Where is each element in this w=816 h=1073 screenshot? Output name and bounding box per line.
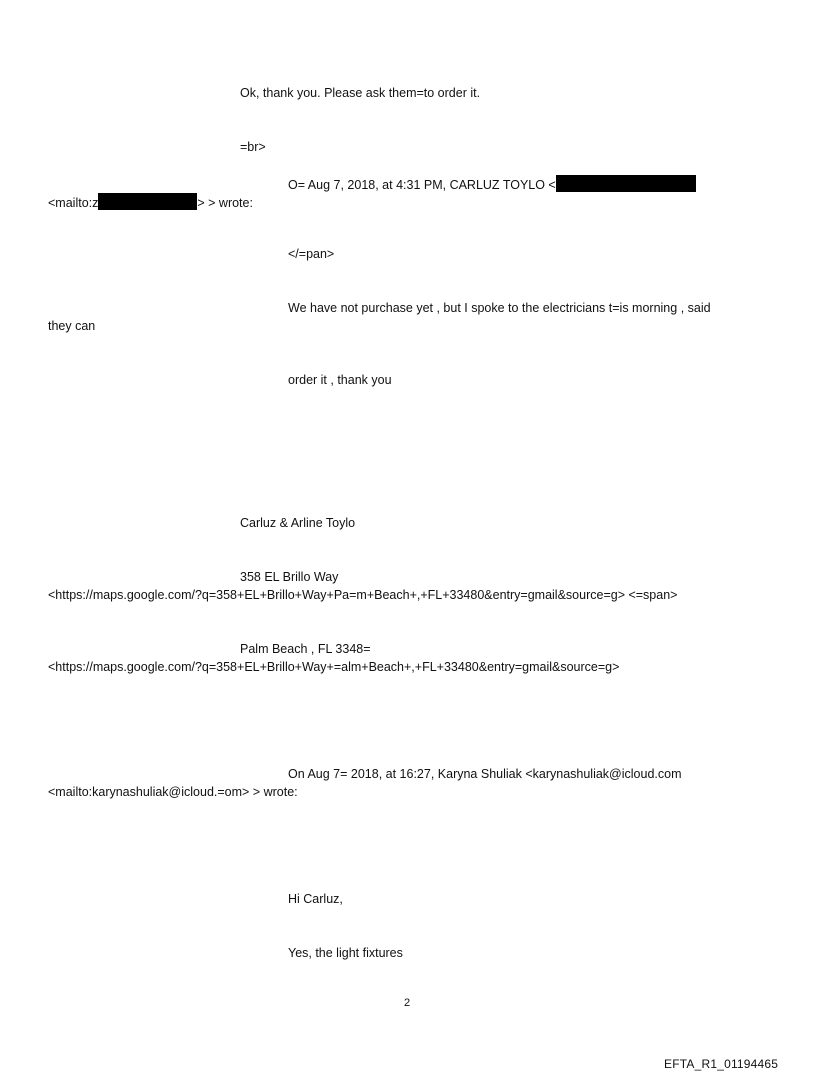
br-tag-text: =br> — [240, 140, 266, 154]
quote-header-mailto — [48, 193, 253, 211]
quote-header-prefix: O= Aug 7, 2018, at 4:31 PM, CARLUZ TOYLO < — [288, 178, 556, 192]
address-city: Palm Beach , FL 3348= — [240, 642, 371, 656]
span-close-tag: </=pan> — [288, 247, 335, 261]
page-number: 2 — [404, 997, 411, 1009]
address-street-link: <https://maps.google.com/?q=358+EL+Brillo+Way+Pa=m+Beach+,+FL+33480&entry=gmail&source=g> <=span> — [48, 588, 678, 602]
second-quote-header-wrap: <mailto:karynashuliak@icloud.=om> > wrote: — [48, 785, 298, 799]
redaction-block — [98, 193, 197, 210]
mailto-prefix: <mailto:z — [48, 196, 99, 210]
second-quote-header: On Aug 7= 2018, at 16:27, Karyna Shuliak <karynashuliak@icloud.com — [288, 767, 682, 781]
address-street: 358 EL Brillo Way — [240, 570, 339, 584]
redaction-block — [556, 175, 696, 192]
document-id: EFTA_R1_01194465 — [664, 1057, 779, 1071]
body-line: Yes, the light fixtures — [288, 946, 403, 960]
message-line-1-wrap: they can — [48, 319, 96, 333]
signature-name: Carluz & Arline Toylo — [240, 516, 356, 530]
quote-header — [288, 175, 696, 193]
address-city-link: <https://maps.google.com/?q=358+EL+Brillo+Way+=alm+Beach+,+FL+33480&entry=gmail&source=g> — [48, 660, 620, 674]
message-line-1: We have not purchase yet , but I spoke to the electricians t=is morning , said — [288, 301, 711, 315]
greeting-line: Hi Carluz, — [288, 892, 343, 906]
message-line-2: order it , thank you — [288, 373, 392, 387]
mailto-suffix: > > wrote: — [197, 196, 253, 210]
reply-line: Ok, thank you. Please ask them=to order it. — [240, 86, 481, 100]
